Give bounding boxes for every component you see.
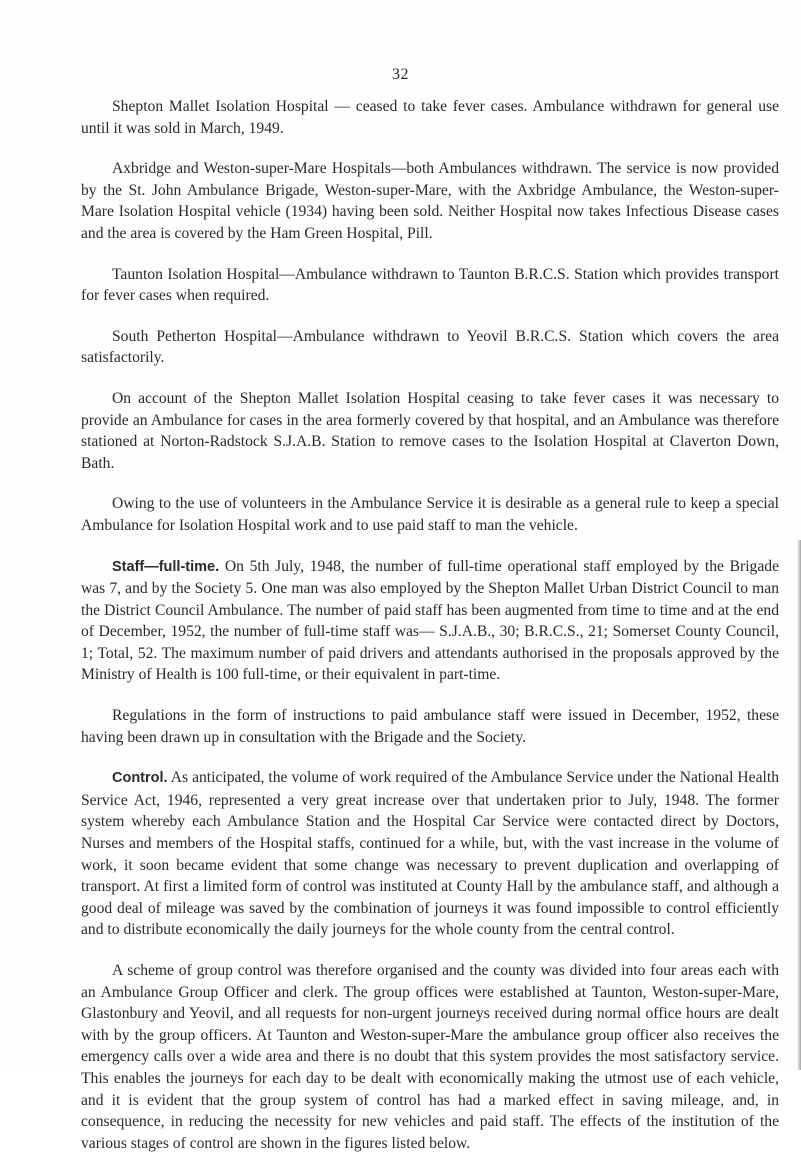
page-edge-shadow xyxy=(797,540,801,1070)
paragraph-text: A scheme of group control was therefore organised and the county was divided into four areas each with an Ambulance Group Officer and clerk. The group offices were established at Taunton, Weston-super-Mare, Glastonbury and Yeovil, and all requests for non-urgent journeys received during normal office hours are dealt with by the group officers. At Taunton and Weston-super-Mare the ambulance group officer also receives the emergency calls over a wide area and there is no doubt that this system provides the most satisfactory service. This enables the journeys for each day to be dealt with economically making the utmost use of each vehicle, and it is evident that the group system of control has had a marked effect in saving mileage, and, in consequence, in reducing the necessity for new vehicles and paid staff. The effects of the institution of the various stages of control are shown in the figures listed below. xyxy=(81,962,779,1152)
paragraph-heading: Control. xyxy=(112,770,168,787)
paragraph-text: Shepton Mallet Isolation Hospital — ceased to take fever cases. Ambulance withdrawn for general use until it was sold in March, 1949. xyxy=(81,98,779,137)
paragraph-axbridge-weston xyxy=(81,158,779,244)
page-number: 32 xyxy=(392,66,409,83)
paragraph-text: On 5th July, 1948, the number of full-time operational staff employed by the Brigade was 7, and by the Society 5. One man was also employed by the Shepton Mallet Urban District Council to man the District Council Ambulance. The number of paid staff has been augmented from time to time and at the end of December, 1952, the number of full-time staff was— S.J.A.B., 30; B.R.C.S., 21; Somerset County Council, 1; Total, 52. The maximum number of paid drivers and attendants authorised in the proposals approved by the Ministry of Health is 100 full-time, or their equivalent in part-time. xyxy=(81,557,779,684)
paragraph-taunton xyxy=(81,264,779,307)
paragraph-text: Taunton Isolation Hospital—Ambulance withdrawn to Taunton B.R.C.S. Station which provides transport for fever cases when required. xyxy=(81,265,779,305)
paragraph-norton-radstock xyxy=(81,388,779,474)
paragraph-volunteers xyxy=(81,493,779,536)
paragraph-staff-full-time xyxy=(81,556,779,687)
paragraph-text: South Petherton Hospital—Ambulance withdrawn to Yeovil B.R.C.S. Station which covers the area satisfactorily. xyxy=(81,327,779,367)
paragraph-text: Regulations in the form of instructions to paid ambulance staff were issued in December, 1952, these having been drawn up in consultation with the Brigade and the Society. xyxy=(81,707,779,746)
paragraph-shepton-mallet xyxy=(81,96,779,139)
paragraph-control xyxy=(81,767,779,941)
paragraph-text: Axbridge and Weston-super-Mare Hospitals—both Ambulances withdrawn. The service is now provided by the St. John Ambulance Brigade, Weston-super-Mare, with the Axbridge Ambulance, the Weston-super-Mare Isolation Hospital vehicle (1934) having been sold. Neither Hospital now takes Infectious Disease cases and the area is covered by the Ham Green Hospital, Pill. xyxy=(81,160,779,242)
paragraph-text: As anticipated, the volume of work required of the Ambulance Service under the National Health Service Act, 1946, represented a very great increase over that undertaken prior to July, 1948. The former system whereby each Ambulance Station and the Hospital Car Service were contacted direct by Doctors, Nurses and members of the Hospital staffs, continued for a while, but, with the vast increase in the volume of work, it soon became evident that some change was necessary to prevent duplication and overlapping of transport. At first a limited form of control was instituted at County Hall by the ambulance staff, and although a good deal of mileage was saved by the combination of journeys it was found impossible to control efficiently and to distribute economically the daily journeys for the whole county from the central control. xyxy=(81,769,779,939)
paragraph-regulations xyxy=(81,705,779,748)
paragraph-south-petherton xyxy=(81,326,779,369)
paragraph-group-control xyxy=(81,960,779,1154)
paragraph-heading: Staff—full-time. xyxy=(112,558,220,575)
paragraph-text: Owing to the use of volunteers in the Ambulance Service it is desirable as a general rule to keep a special Ambulance for Isolation Hospital work and to use paid staff to man the vehicle. xyxy=(81,495,779,534)
body-text xyxy=(81,96,779,1173)
paragraph-text: On account of the Shepton Mallet Isolation Hospital ceasing to take fever cases it was necessary to provide an Ambulance for cases in the area formerly covered by that hospital, and an Ambulance was therefore stationed at Norton-Radstock S.J.A.B. Station to remove cases to the Isolation Hospital at Claverton Down, Bath. xyxy=(81,389,779,472)
